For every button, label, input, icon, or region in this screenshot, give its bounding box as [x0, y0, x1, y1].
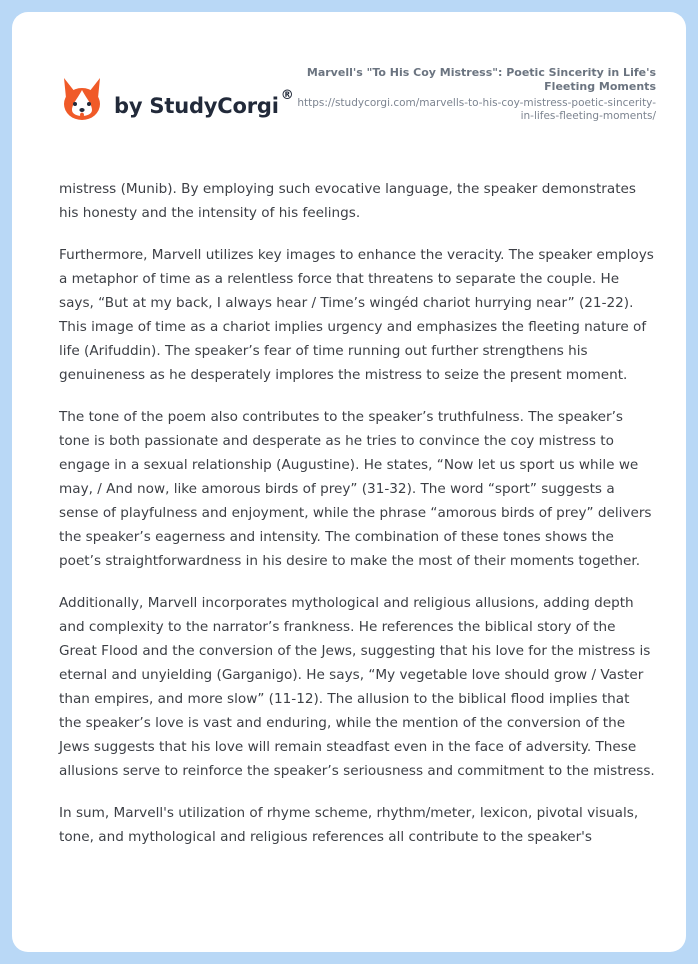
paragraph: Additionally, Marvell incorporates mythological and religious allusions, adding depth and complexity to the narrator’s frankness. He references the biblical story of the Great Flood and the conversion of the Jews, suggesting that his love for the mistress is eternal and unyielding (Garganigo). He says, “My vegetable love should grow / Vaster than empires, and more slow” (11-12). The allusion to the biblical flood implies that the speaker’s love is vast and enduring, while the mention of the conversion of the Jews suggests that his love will remain steadfast even in the face of adversity. These allusions serve to reinforce the speaker’s seriousness and commitment to the mistress. — [59, 595, 655, 779]
registered-mark: ® — [280, 88, 294, 103]
paragraph: Furthermore, Marvell utilizes key images to enhance the veracity. The speaker employs a metaphor of time as a relentless force that threatens to separate the couple. He says, “But at my back, I always hear / Time’s wingéd chariot hurrying near” (21-22). This image of time as a chariot implies urgency and emphasizes the fleeting nature of life (Arifuddin). The speaker’s fear of time running out further strengthens his genuineness as he desperately implores the mistress to seize the present moment. — [59, 247, 654, 383]
source-info — [296, 66, 656, 123]
corgi-icon — [60, 76, 104, 124]
document-page — [12, 12, 686, 952]
essay-body — [59, 177, 655, 867]
source-title: Marvell's "To His Coy Mistress": Poetic Sincerity in Life's Fleeting Moments — [306, 66, 656, 93]
paragraph: The tone of the poem also contributes to the speaker’s truthfulness. The speaker’s tone is both passionate and desperate as he tries to convince the coy mistress to engage in a sexual relationship (Augustine). He states, “Now let us sport us while we may, / And now, like amorous birds of prey” (31-32). The word “sport” suggests a sense of playfulness and enjoyment, while the phrase “amorous birds of prey” delivers the speaker’s eagerness and intensity. The combination of these tones shows the poet’s straightforwardness in his desire to make the most of their moments together. — [59, 409, 652, 569]
source-url[interactable]: https://studycorgi.com/marvells-to-his-coy-mistress-poetic-sincerity-in-lifes-fleeting-moments/ — [297, 97, 656, 122]
paragraph: mistress (Munib). By employing such evocative language, the speaker demonstrates his honesty and the intensity of his feelings. — [59, 181, 636, 221]
paragraph: In sum, Marvell's utilization of rhyme scheme, rhythm/meter, lexicon, pivotal visuals, tone, and mythological and religious references all contribute to the speaker's — [59, 805, 639, 845]
brand-name: by StudyCorgi ® — [114, 88, 294, 118]
studycorgi-logo[interactable] — [60, 76, 310, 136]
page-header — [12, 12, 686, 152]
